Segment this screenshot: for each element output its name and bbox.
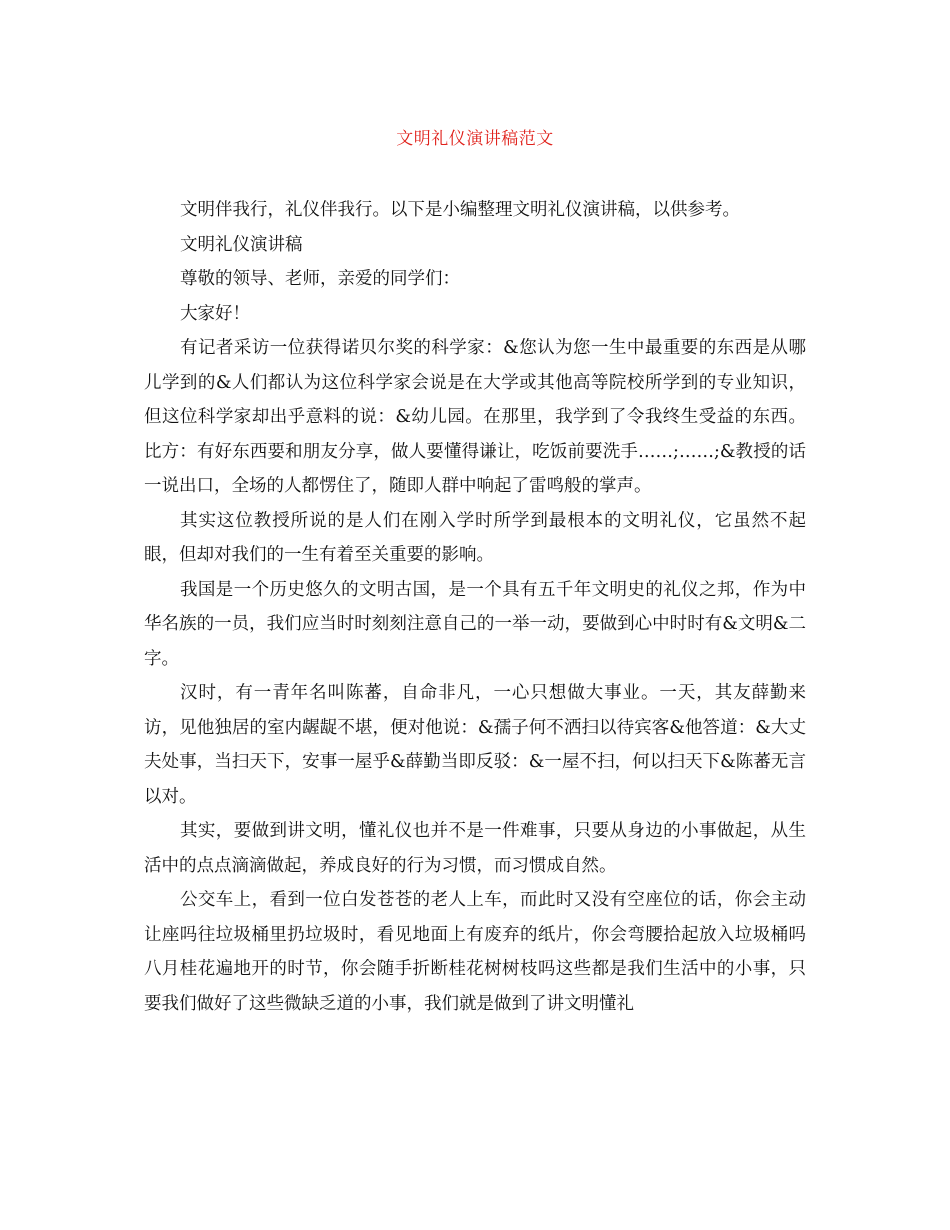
paragraph-bus-example: 公交车上，看到一位白发苍苍的老人上车，而此时又没有空座位的话，你会主动让座吗往垃圾桶里扔垃圾时，看见地面上有废弃的纸片，你会弯腰拾起放入垃圾桶吗八月桂花遍地开的时节，你会随手折断桂花树树枝吗这些都是我们生活中的小事，只要我们做好了这些微缺乏道的小事，我们就是做到了讲文明懂礼 — [144, 890, 806, 1014]
paragraph-intro: 文明伴我行，礼仪伴我行。以下是小编整理文明礼仪演讲稿，以供参考。 — [180, 200, 740, 220]
paragraph-salutation: 尊敬的领导、老师，亲爱的同学们： — [180, 269, 460, 289]
paragraph-greeting: 大家好！ — [180, 303, 250, 324]
paragraph-chen-fan-story: 汉时，有一青年名叫陈蕃，自命非凡，一心只想做大事业。一天，其友薛勤来访，见他独居的室内龌龊不堪，便对他说：&孺子何不洒扫以待宾客&他答道：&大丈夫处事，当扫天下，安事一屋乎&薛勤当即反驳：&一屋不扫，何以扫天下&陈蕃无言以对。 — [144, 683, 806, 807]
document-body — [144, 193, 806, 1021]
paragraph-ancient-nation: 我国是一个历史悠久的文明古国，是一个具有五千年文明史的礼仪之邦，作为中华名族的一员，我们应当时时刻刻注意自己的一举一动，要做到心中时时有&文明&二字。 — [144, 579, 806, 669]
paragraph-subtitle: 文明礼仪演讲稿 — [180, 234, 303, 255]
page-title: 文明礼仪演讲稿范文 — [396, 129, 554, 149]
paragraph-small-things: 其实，要做到讲文明，懂礼仪也并不是一件难事，只要从身边的小事做起，从生活中的点点滴滴做起，养成良好的行为习惯，而习惯成自然。 — [144, 821, 806, 876]
paragraph-scientist-story: 有记者采访一位获得诺贝尔奖的科学家：&您认为您一生中最重要的东西是从哪儿学到的&人们都认为这位科学家会说是在大学或其他高等院校所学到的专业知识，但这位科学家却出乎意料的说：&幼儿园。在那里，我学到了令我终生受益的东西。比方：有好东西要和朋友分享，做人要懂得谦让，吃饭前要洗手……;……;&教授的话一说出口，全场的人都愣住了，随即人群中响起了雷鸣般的掌声。 — [144, 338, 806, 496]
paragraph-basic-etiquette: 其实这位教授所说的是人们在刚入学时所学到最根本的文明礼仪，它虽然不起眼，但却对我们的一生有着至关重要的影响。 — [144, 510, 806, 565]
